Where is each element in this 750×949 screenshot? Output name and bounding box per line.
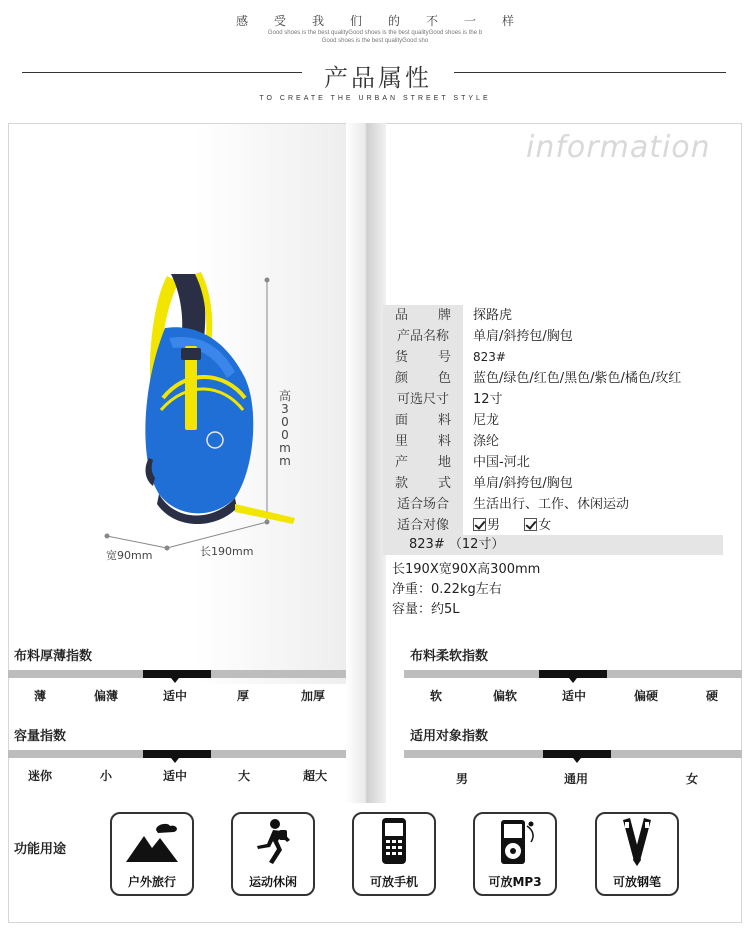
function-label: 可放手机 (369, 875, 418, 889)
header-sub-line-2: Good shoes is the best qualityGood sho (321, 38, 429, 44)
section-title-row (22, 58, 726, 92)
spec-value: 中国-河北 (473, 455, 530, 470)
tagline: TO CREATE THE URBAN STREET STYLE (259, 95, 491, 102)
thickness-index-title: 布料厚薄指数 (14, 649, 93, 664)
thickness-label: 适中 (162, 689, 188, 703)
capacity-label: 大 (237, 769, 251, 783)
softness-label: 软 (429, 689, 443, 703)
spec-value: 823# (473, 350, 506, 364)
audience-scale-pointer (573, 758, 581, 763)
function-label: 可放钢笔 (612, 875, 661, 889)
softness-label: 偏硬 (633, 689, 659, 703)
spec-value: 探路虎 (473, 308, 513, 323)
spec-value: 单肩/斜挎包/胸包 (473, 476, 573, 491)
height-label: 高300mm (278, 389, 291, 468)
pens-icon (597, 816, 677, 868)
spec-key: 颜色 (383, 368, 463, 389)
thickness-scale-marker (143, 670, 211, 678)
runner-icon (233, 816, 313, 868)
thickness-scale-pointer (171, 678, 179, 683)
softness-label: 硬 (705, 689, 719, 703)
functions-title: 功能用途 (14, 842, 67, 857)
function-phone (352, 812, 436, 896)
spec-key: 适合对像 (383, 515, 463, 536)
function-mp3 (473, 812, 557, 896)
softness-label: 偏软 (492, 689, 518, 703)
spec-key: 可选尺寸 (383, 389, 463, 410)
divider-left (22, 72, 302, 73)
thickness-label: 加厚 (300, 689, 326, 703)
buckle (181, 348, 201, 360)
section-title: 产品属性 (324, 64, 432, 92)
softness-label: 适中 (561, 689, 587, 703)
capacity-label: 迷你 (27, 769, 53, 783)
measure-dot (265, 278, 270, 283)
spec-key: 产品名称 (383, 326, 463, 347)
softness-scale-marker (539, 670, 607, 678)
capacity-scale-marker (143, 750, 211, 758)
female-checkbox[interactable] (524, 518, 537, 531)
spec-key: 适合场合 (383, 494, 463, 515)
spec-key: 面料 (383, 410, 463, 431)
header-slogan: 感受我们的不一样 (235, 14, 540, 28)
function-sports-leisure (231, 812, 315, 896)
thickness-label: 薄 (33, 689, 47, 703)
capacity-scale-pointer (171, 758, 179, 763)
softness-index-title: 布料柔软指数 (410, 649, 489, 664)
capacity-label: 超大 (302, 769, 328, 783)
model-line: 823# （12寸） (383, 535, 723, 555)
spec-key: 里料 (383, 431, 463, 452)
spec-value: 12寸 (473, 392, 503, 407)
male-label: 男 (487, 518, 501, 533)
softness-scale-pointer (569, 678, 577, 683)
capacity-label: 小 (99, 769, 113, 783)
information-watermark: information (526, 130, 711, 165)
spec-value (473, 515, 551, 536)
spec-value: 蓝色/绿色/红色/黑色/紫色/橘色/玫红 (473, 371, 682, 386)
spec-value: 生活出行、工作、休闲运动 (473, 497, 630, 512)
function-pens (595, 812, 679, 896)
mountain-icon (112, 816, 192, 868)
audience-scale-marker (543, 750, 611, 758)
capacity-index-title: 容量指数 (14, 729, 67, 744)
capacity-line: 容量：约5L (392, 602, 460, 617)
book-spine (346, 123, 386, 803)
spec-key: 品牌 (383, 305, 463, 326)
audience-label: 通用 (563, 772, 589, 786)
function-label: 户外旅行 (127, 875, 176, 889)
measure-dot (105, 534, 110, 539)
spec-value: 单肩/斜挎包/胸包 (473, 329, 573, 344)
header-sub-line: Good shoes is the best qualityGood shoes is the best qualityGood shoes is the b (267, 30, 483, 36)
weight-line: 净重：0.22kg左右 (392, 582, 502, 597)
spec-key: 产地 (383, 452, 463, 473)
width-label: 宽90mm (106, 549, 153, 562)
audience-index-title: 适用对象指数 (410, 729, 489, 744)
capacity-label: 适中 (162, 769, 188, 783)
divider-right (454, 72, 726, 73)
thickness-label: 厚 (236, 689, 250, 703)
spec-value: 尼龙 (473, 413, 500, 428)
function-label: 运动休闲 (248, 875, 297, 889)
size-line: 长190X宽90X高300mm (392, 562, 541, 577)
male-checkbox[interactable] (473, 518, 486, 531)
spec-value: 涤纶 (473, 434, 500, 449)
thickness-label: 偏薄 (93, 689, 119, 703)
mp3-player-icon (475, 816, 555, 868)
phone-icon (354, 816, 434, 868)
length-label: 长190mm (200, 545, 254, 558)
female-label: 女 (538, 518, 552, 533)
function-outdoor-travel (110, 812, 194, 896)
audience-label: 男 (455, 772, 469, 786)
audience-label: 女 (685, 772, 699, 786)
spec-key: 款式 (383, 473, 463, 494)
measure-dot (165, 546, 170, 551)
function-label: 可放MP3 (488, 875, 542, 889)
spec-key: 货号 (383, 347, 463, 368)
